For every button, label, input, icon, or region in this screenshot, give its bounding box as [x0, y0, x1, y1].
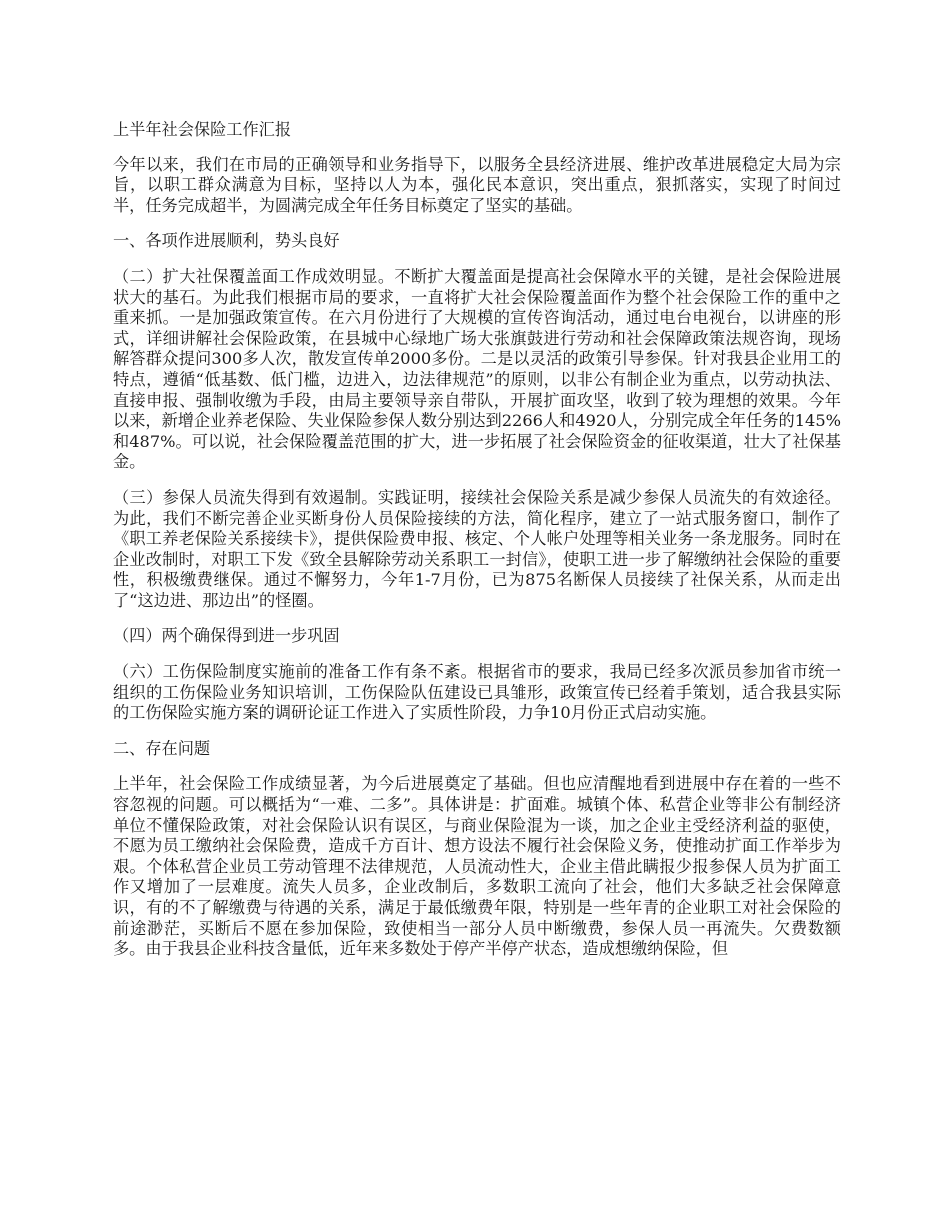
paragraph-coverage-expansion: （二）扩大社保覆盖面工作成效明显。不断扩大覆盖面是提高社会保障水平的关键，是社会保险进展状大的基石。为此我们根据市局的要求，一直将扩大社会保险覆盖面作为整个社会保险工作的重中之重来抓。一是加强政策宣传。在六月份进行了大规模的宣传咨询活动，通过电台电视台，以讲座的形式，详细讲解社会保险政策，在县城中心绿地广场大张旗鼓进行劳动和社会保障政策法规咨询，现场解答群众提问300多人次，散发宣传单2000多份。二是以灵活的政策引导参保。针对我县企业用工的特点，遵循“低基数、低门槛，边进入，边法律规范”的原则，以非公有制企业为重点，以劳动执法、直接申报、强制收缴为手段，由局主要领导亲自带队，开展扩面攻坚，收到了较为理想的效果。今年以来，新增企业养老保险、失业保险参保人数分别达到2266人和4920人，分别完成全年任务的145%和487%。可以说，社会保险覆盖范围的扩大，进一步拓展了社会保险资金的征收渠道，壮大了社保基金。: [113, 266, 841, 472]
paragraph-participant-loss: （三）参保人员流失得到有效遏制。实践证明，接续社会保险关系是减少参保人员流失的有效途径。为此，我们不断完善企业买断身份人员保险接续的方法，简化程序，建立了一站式服务窗口，制作了《职工养老保险关系接续卡》，提供保险费申报、核定、个人帐户处理等相关业务一条龙服务。同时在企业改制时，对职工下发《致全县解除劳动关系职工一封信》，使职工进一步了解缴纳社会保险的重要性，积极缴费继保。通过不懈努力，今年1-7月份，已为875名断保人员接续了社保关系，从而走出了“这边进、那边出”的怪圈。: [113, 487, 841, 610]
subheading-two-guarantees: （四）两个确保得到进一步巩固: [113, 626, 340, 646]
intro-paragraph: 今年以来，我们在市局的正确领导和业务指导下，以服务全县经济进展、维护改革进展稳定大局为宗旨，以职工群众满意为目标，坚持以人为本，强化民本意识，突出重点，狠抓落实，实现了时间过半，任务完成超半，为圆满完成全年任务目标奠定了坚实的基础。: [113, 154, 841, 215]
paragraph-work-injury-insurance: （六）工伤保险制度实施前的准备工作有条不紊。根据省市的要求，我局已经多次派员参加省市统一组织的工伤保险业务知识培训，工伤保险队伍建设已具雏形，政策宣传已经着手策划，适合我县实际的工伤保险实施方案的调研论证工作进入了实质性阶段，力争10月份正式启动实施。: [113, 662, 841, 723]
document-title: 上半年社会保险工作汇报: [113, 120, 292, 139]
document-body: [113, 120, 841, 975]
section-heading-progress: 一、各项作进展顺利，势头良好: [113, 231, 340, 251]
section-heading-problems: 二、存在问题: [113, 738, 211, 758]
paragraph-problems: 上半年，社会保险工作成绩显著，为今后进展奠定了基础。但也应清醒地看到进展中存在着的一些不容忽视的问题。可以概括为“一难、二多”。具体讲是：扩面难。城镇个体、私营企业等非公有制经济单位不懂保险政策，对社会保险认识有误区，与商业保险混为一谈，加之企业主受经济利益的驱使，不愿为员工缴纳社会保险费，造成千方百计、想方设法不履行社会保险义务，使推动扩面工作举步为艰。个体私营企业员工劳动管理不法律规范，人员流动性大，企业主借此瞒报少报参保人员为扩面工作又增加了一层难度。流失人员多，企业改制后，多数职工流向了社会，他们大多缺乏社会保障意识，有的不了解缴费与待遇的关系，满足于最低缴费年限，特别是一些年青的企业职工对社会保险的前途渺茫，买断后不愿在参加保险，致使相当一部分人员中断缴费，参保人员一再流失。欠费数额多。由于我县企业科技含量低，近年来多数处于停产半停产状态，造成想缴纳保险，但: [113, 774, 841, 959]
